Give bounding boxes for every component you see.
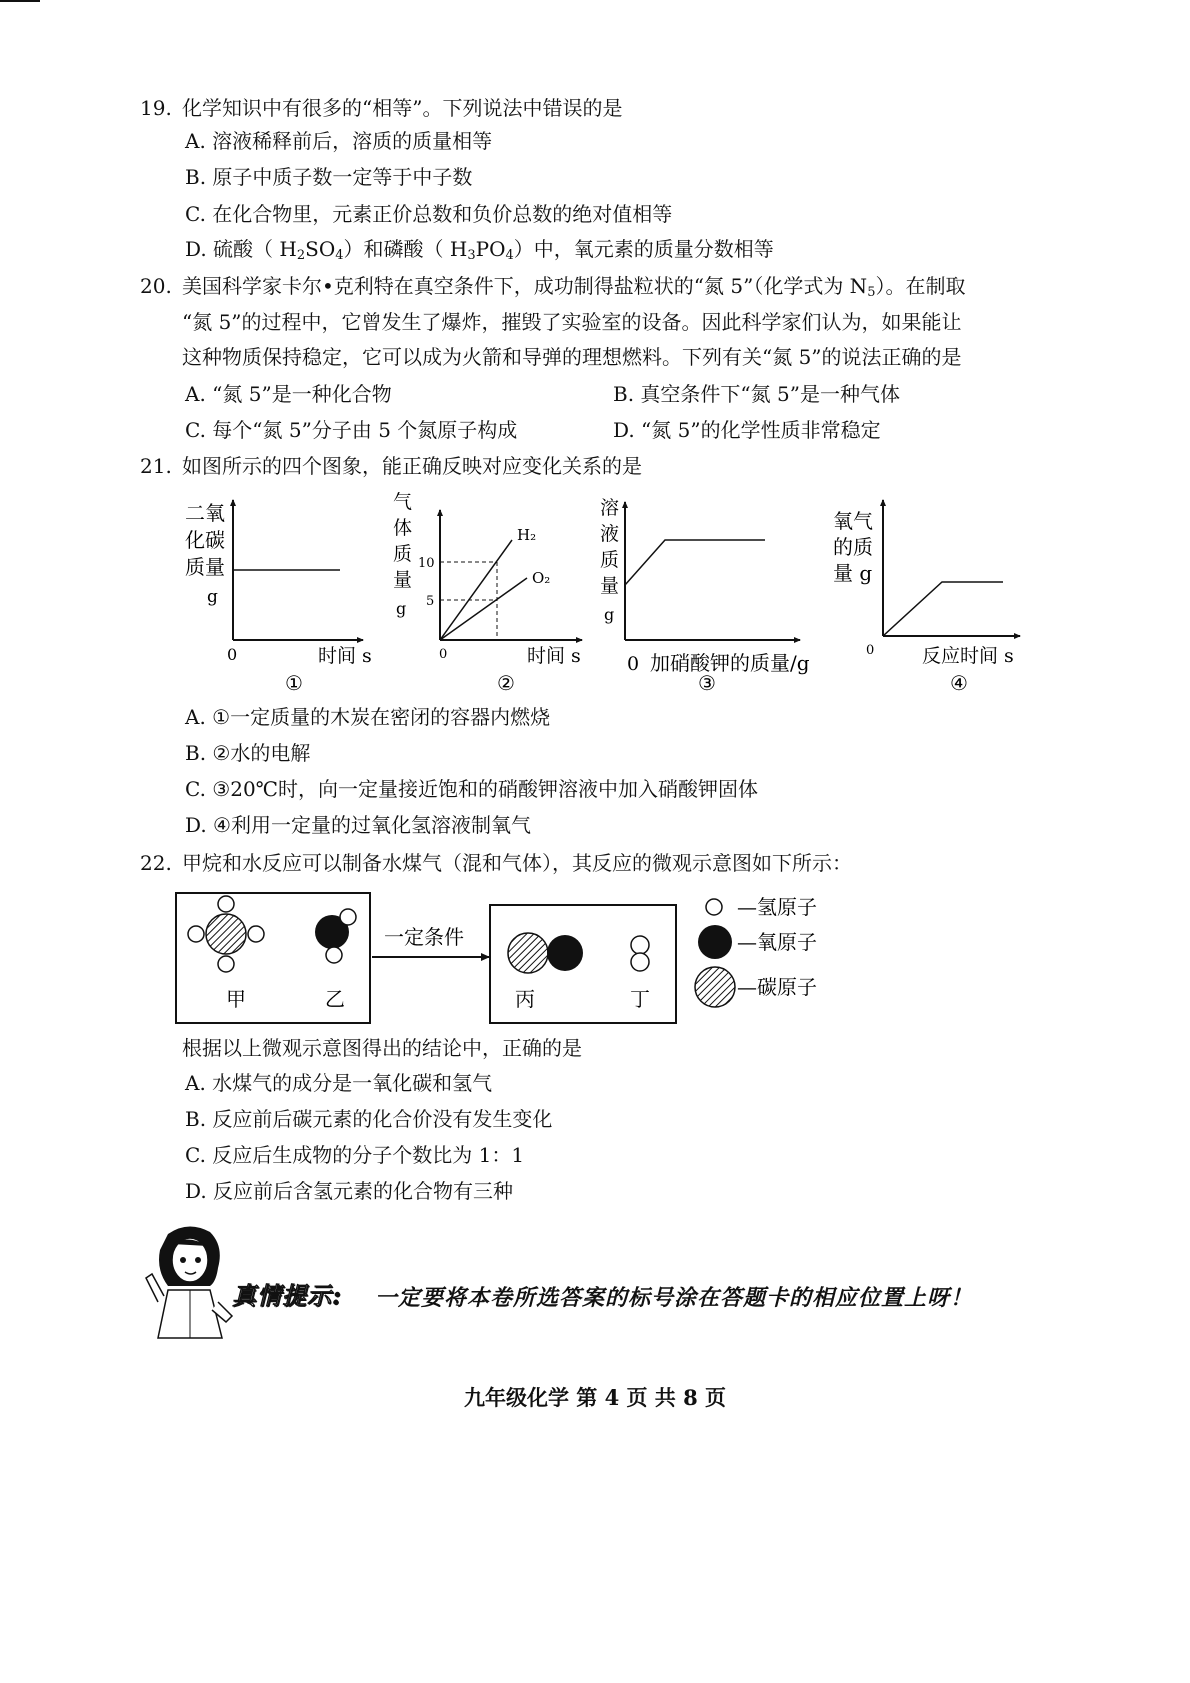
oxygen-atom (547, 935, 583, 971)
option-b: B. 反应前后碳元素的化合价没有发生变化 (185, 1107, 553, 1131)
subscript: 4 (335, 248, 344, 263)
graph-y-label: 质 (600, 549, 620, 571)
text-run: ）中，氧元素的质量分数相等 (513, 237, 774, 261)
question-stem: 化学知识中有很多的“相等”。下列说法中错误的是 (182, 96, 623, 120)
question-number: 22. (140, 851, 172, 875)
graph-x-label: 时间 s (527, 645, 581, 667)
hydrogen-atom (188, 926, 204, 942)
hydrogen-molecule (631, 936, 649, 971)
legend-carbon-icon (695, 967, 735, 1007)
question-stem-line-3: 这种物质保持稳定，它可以成为火箭和导弹的理想燃料。下列有关“氮 5”的说法正确的是 (182, 345, 962, 369)
graph-y-label: g (396, 599, 407, 618)
page-footer: 九年级化学 第 4 页 共 8 页 (463, 1385, 727, 1410)
origin-label: 0 (627, 653, 640, 675)
option-c: C. ③20℃时，向一定量接近饱和的硝酸钾溶液中加入硝酸钾固体 (185, 777, 759, 801)
option-a: A. “氮 5”是一种化合物 (185, 382, 392, 406)
hydrogen-atom (326, 947, 342, 963)
reactant-label-jia: 甲 (226, 987, 246, 1011)
graph-y-label: 质量 (185, 555, 225, 579)
option-a: A. 水煤气的成分是一氧化碳和氢气 (185, 1071, 493, 1095)
graph-y-label: g (207, 587, 218, 607)
graph-x-label: 时间 s (318, 645, 372, 667)
option-b: B. ②水的电解 (185, 741, 311, 765)
graph-number: ② (497, 671, 515, 695)
hydrogen-atom (218, 896, 234, 912)
question-number: 21. (140, 454, 172, 478)
carbon-atom (206, 914, 246, 954)
series-label-o2: O₂ (532, 569, 551, 587)
option-b: B. 原子中质子数一定等于中子数 (185, 165, 473, 189)
text-run: SO (305, 237, 336, 261)
conclusion-stem: 根据以上微观示意图得出的结论中，正确的是 (182, 1036, 582, 1060)
graphs-figure (0, 490, 1190, 710)
question-stem: 甲烷和水反应可以制备水煤气（混和气体），其反应的微观示意图如下所示： (182, 851, 852, 875)
legend-oxygen-icon (698, 925, 732, 959)
graph-2 (393, 491, 582, 695)
tip-title (232, 1276, 342, 1311)
legend-hydrogen-label: —氢原子 (737, 895, 817, 919)
hydrogen-atom (340, 909, 356, 925)
graph-number: ③ (698, 671, 716, 695)
graph-y-label: 量 g (833, 561, 873, 585)
question-number: 20. (140, 274, 172, 298)
tick-label: 5 (426, 594, 435, 609)
series-line-h2 (440, 540, 512, 640)
hydrogen-atom (248, 926, 264, 942)
graph-x-label: 反应时间 s (922, 645, 1014, 667)
graph-y-label: 化碳 (185, 528, 225, 552)
tip-colon: : (332, 1281, 342, 1310)
origin-label: 0 (227, 645, 238, 664)
hydrogen-atom (631, 936, 649, 954)
graph-y-label: 氧气 (833, 509, 873, 533)
product-label-ding: 丁 (630, 987, 650, 1011)
option-d: D. “氮 5”的化学性质非常稳定 (613, 418, 881, 442)
graph-y-label: 液 (600, 523, 620, 545)
product-label-bing: 丙 (515, 987, 535, 1011)
atom-legend (695, 895, 817, 1007)
graph-y-label: 体 (393, 517, 413, 539)
text-run: ）。在制取 (875, 274, 966, 298)
subscript: 3 (467, 248, 476, 263)
option-a: A. 溶液稀释前后，溶质的质量相等 (185, 129, 493, 153)
graph-y-label: 量 (393, 569, 413, 591)
crop-mark (0, 0, 40, 18)
water-molecule (315, 909, 356, 963)
graph-3 (600, 497, 810, 695)
origin-label: 0 (866, 643, 875, 658)
legend-hydrogen-icon (706, 899, 722, 915)
graph-y-label: 气 (393, 491, 413, 513)
text-run: PO (475, 237, 506, 261)
option-a: A. ①一定质量的木炭在密闭的容器内燃烧 (185, 705, 551, 729)
graph-y-label: 的质 (833, 535, 873, 559)
text-run: ）和磷酸（ H (343, 237, 468, 261)
graph-y-label: 溶 (600, 497, 620, 519)
tip-text: 一定要将本卷所选答案的标号涂在答题卡的相应位置上呀！ (375, 1285, 974, 1311)
subscript: 5 (867, 285, 876, 300)
carbon-atom (508, 933, 548, 973)
graph-y-label: g (604, 605, 615, 624)
graph-4 (833, 500, 1020, 695)
subscript: 4 (505, 248, 514, 263)
text-run: D. 硫酸（ H (185, 237, 297, 261)
legend-carbon-label: —碳原子 (737, 975, 817, 999)
option-d (185, 235, 774, 270)
text-run: 美国科学家卡尔•克利特在真空条件下，成功制得盐粒状的“氮 5”（化学式为 N (182, 274, 868, 298)
hydrogen-atom (631, 953, 649, 971)
hydrogen-atom (218, 956, 234, 972)
option-c: C. 每个“氮 5”分子由 5 个氮原子构成 (185, 418, 518, 442)
option-c: C. 在化合物里，元素正价总数和负价总数的绝对值相等 (185, 202, 673, 226)
data-line (625, 540, 765, 585)
series-label-h2: H₂ (517, 526, 537, 544)
methane-molecule (188, 896, 264, 972)
data-line (883, 582, 1003, 636)
question-number: 19. (140, 96, 172, 120)
graph-y-label: 二氧 (185, 501, 225, 525)
reactant-label-yi: 乙 (325, 987, 345, 1011)
graph-y-label: 量 (600, 575, 620, 597)
reaction-diagram (0, 880, 1190, 1030)
origin-label: 0 (439, 647, 448, 662)
reaction-condition: 一定条件 (384, 925, 464, 949)
option-d: D. 反应前后含氢元素的化合物有三种 (185, 1179, 514, 1203)
legend-oxygen-label: —氧原子 (737, 930, 817, 954)
option-d: D. ④利用一定量的过氧化氢溶液制氧气 (185, 813, 531, 837)
subscript: 2 (296, 248, 306, 263)
carbon-monoxide-molecule (508, 933, 583, 973)
graph-y-label: 质 (393, 543, 413, 565)
tick-label: 10 (418, 556, 435, 571)
girl-cartoon-icon (138, 1220, 238, 1340)
question-stem-line-1 (182, 272, 965, 307)
tip-title-text: 真情提示 (232, 1281, 332, 1310)
option-c: C. 反应后生成物的分子个数比为 1：1 (185, 1143, 525, 1167)
question-stem: 如图所示的四个图象，能正确反映对应变化关系的是 (182, 454, 642, 478)
graph-x-label: 加硝酸钾的质量/g (650, 651, 810, 675)
question-stem-line-2: “氮 5”的过程中，它曾发生了爆炸，摧毁了实验室的设备。因此科学家们认为，如果能让 (182, 310, 962, 334)
graph-number: ④ (950, 671, 968, 695)
graph-1 (185, 500, 372, 695)
option-b: B. 真空条件下“氮 5”是一种气体 (613, 382, 900, 406)
series-line-o2 (440, 578, 527, 640)
graph-number: ① (285, 671, 303, 695)
